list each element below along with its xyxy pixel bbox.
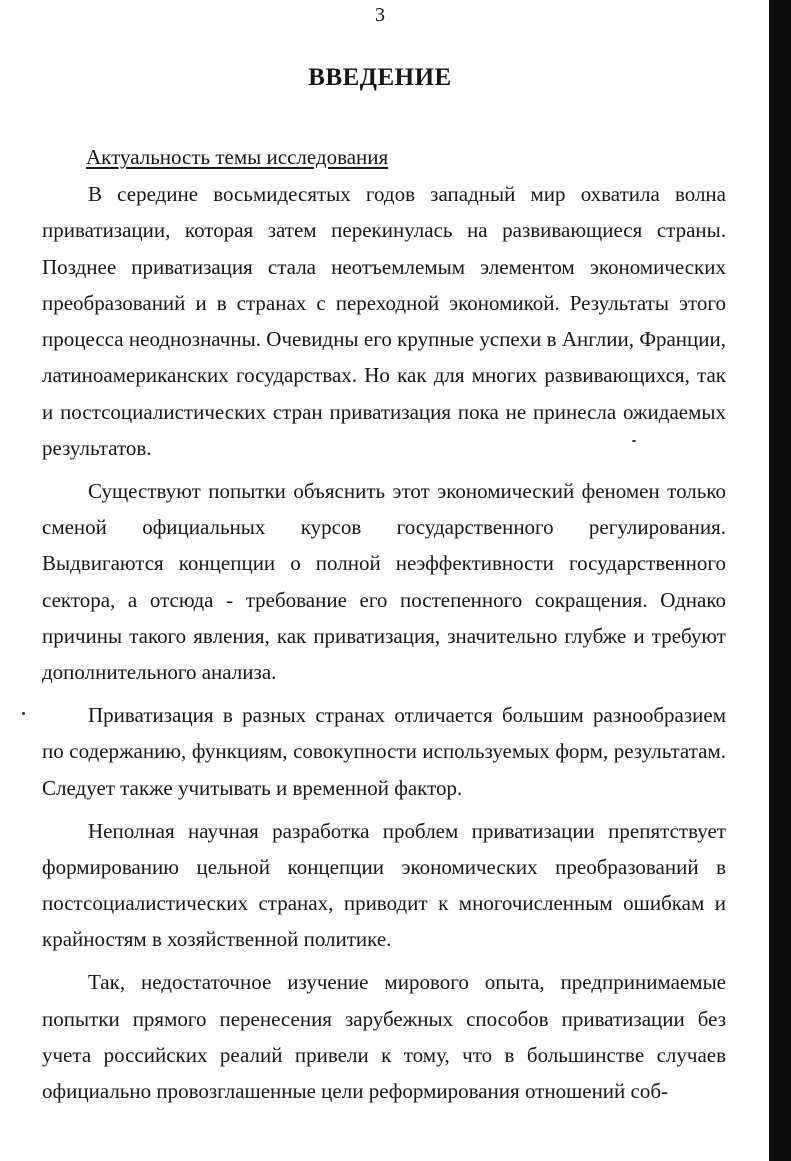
paragraph-3: Приватизация в разных странах отличается большим разнообразием по содержанию, функциям, совокупности используемых форм, результатам. Следует также учитывать и временной фактор. xyxy=(42,703,726,800)
paragraph-1: В середине восьмидесятых годов западный мир охватила волна приватизации, которая затем перекинулась на развивающиеся страны. Позднее приватизация стала неотъемлемым элементом экономических преобразований и в странах с переходной экономикой. Результаты этого процесса неоднозначны. Очевидны его крупные успехи в Англии, Франции, латиноамериканских государствах. Но как для многих развивающихся, так и постсоциалистических стран приватизация пока не принесла ожидаемых результатов. xyxy=(42,182,726,461)
scan-speck xyxy=(22,712,25,715)
paragraph-5: Так, недостаточное изучение мирового опыта, предпринимаемые попытки прямого перенесения зарубежных способов приватизации без учета российских реалий привели к тому, что в большинстве случаев официально провозглашенные цели реформирования отношений соб- xyxy=(42,970,726,1104)
paragraph-2: Существуют попытки объяснить этот экономический феномен только сменой официальных курсов государственного регулирования. Выдвигаются концепции о полной неэффективности государственного сектора, а отсюда - требование его постепенного сокращения. Однако причины такого явления, как приватизация, значительно глубже и требуют дополнительного анализа. xyxy=(42,478,726,685)
page-number: 3 xyxy=(375,4,385,26)
scan-edge-bar xyxy=(769,0,791,1161)
body-text xyxy=(42,176,726,1116)
section-heading: Актуальность темы исследования xyxy=(86,145,389,169)
paragraph-4: Неполная научная разработка проблем приватизации препятствует формированию цельной концепции экономических преобразований в постсоциалистических странах, приводит к многочисленным ошибкам и крайностям в хозяйственной политике. xyxy=(42,818,726,952)
page-title: ВВЕДЕНИЕ xyxy=(308,64,452,91)
scan-speck xyxy=(632,440,636,442)
